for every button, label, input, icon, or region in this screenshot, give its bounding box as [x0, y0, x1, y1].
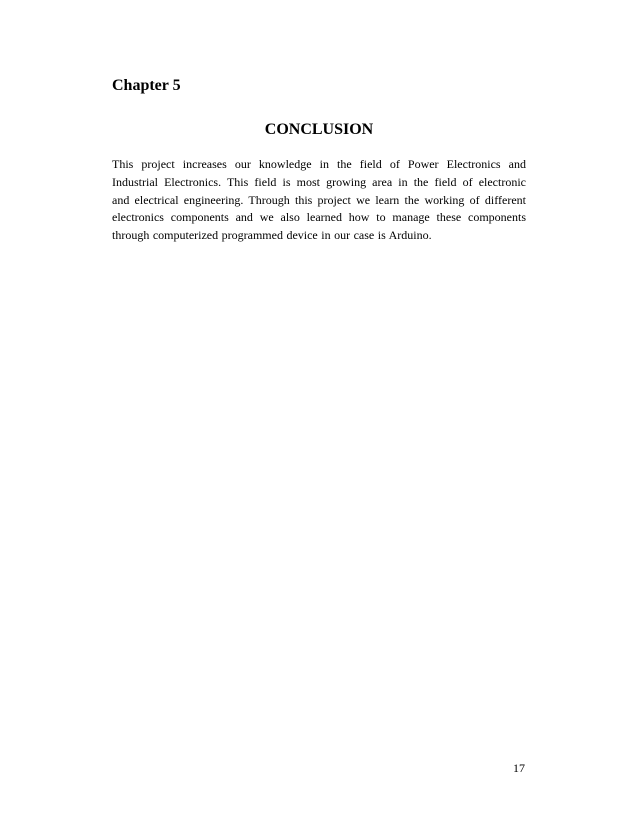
paragraph-line: through computerized programmed device in our case is Arduino.	[112, 228, 432, 243]
page-number: 17	[513, 761, 525, 775]
paragraph-line: This project increases our knowledge in the field of Power Electronics and	[112, 157, 526, 171]
paragraph-line: and electrical engineering. Through this project we learn the working of different	[112, 192, 526, 207]
paragraph-line: Industrial Electronics. This field is most growing area in the field of electronic	[112, 174, 526, 189]
conclusion-paragraph	[112, 156, 526, 245]
chapter-heading: Chapter 5	[112, 77, 181, 94]
paragraph-line: electronics components and we also learned how to manage these components	[112, 210, 526, 225]
section-title: CONCLUSION	[264, 121, 374, 138]
